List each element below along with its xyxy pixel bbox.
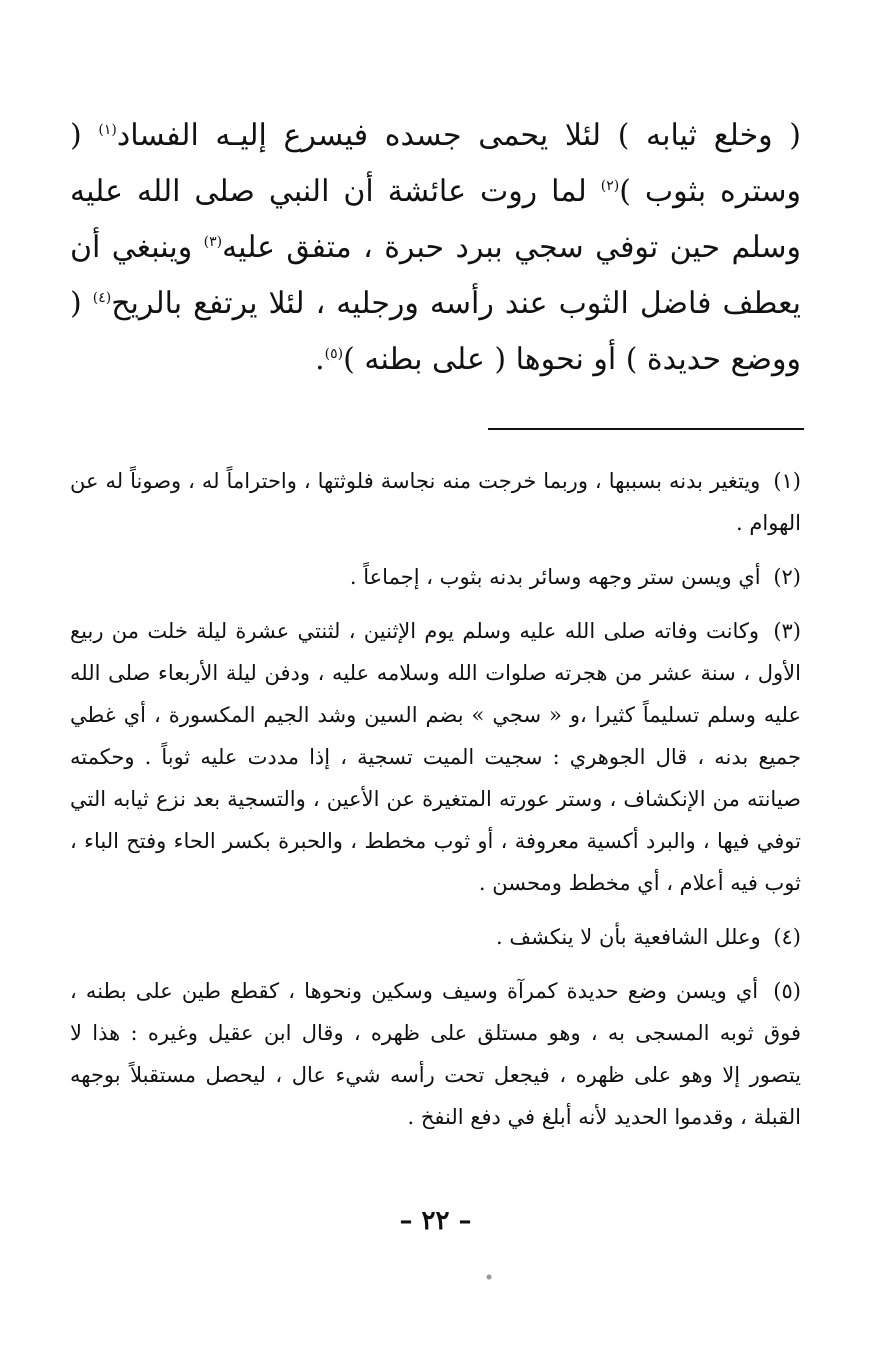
footnote-divider: [488, 428, 804, 430]
footnote-number: (٤): [773, 925, 801, 949]
footnote-ref-1[interactable]: (١): [98, 122, 117, 138]
page-number: – ٢٢ –: [399, 1206, 472, 1236]
footnote-ref-4[interactable]: (٤): [92, 290, 112, 306]
main-line-3b: وينبغي أن يعطف فاضل الثوب عند رأسه ورجليه ، لئلا يرتفع بالريح: [70, 230, 801, 321]
footnote-2: [70, 556, 801, 598]
footnote-number: (٢): [773, 565, 801, 589]
main-line-2a: ( وستره بثوب ): [70, 118, 801, 209]
main-text: [70, 108, 801, 388]
footnote-number: (١): [773, 469, 801, 493]
main-line-4a: ( ووضع حديدة ) أو نحوها ( على بطنه ): [70, 286, 801, 377]
footnote-text: أي ويسن وضع حديدة كمرآة وسيف وسكين ونحوها ، كقطع طين على بطنه ، فوق ثوبه المسجى به ، وهو مستلق على ظهره ، وقال ابن عقيل وغيره : هذا لا يتصور إلا وهو على ظهره ، فيجعل تحت رأسه شيء عال ، ليحصل مستقبلاً بوجهه القبلة ، وقدموا الحديد لأنه أبلغ في دفع النفخ .: [70, 979, 801, 1129]
ink-speck: [482, 1270, 496, 1284]
footnote-ref-2[interactable]: (٢): [600, 178, 620, 194]
footnote-number: (٣): [773, 619, 801, 643]
main-line-1: ( وخلع ثيابه ) لئلا يحمى جسده فيسرع إليـه الفساد: [116, 118, 801, 153]
footnote-3: [70, 610, 801, 904]
main-line-2b: لما روت عائشة أن النبي صلى الله عليه وسلم حين توفي سجي ببرد حبرة ، متفق عليه: [70, 174, 801, 265]
footnote-text: وعلل الشافعية بأن لا ينكشف .: [496, 925, 761, 949]
footnote-ref-5[interactable]: (٥): [324, 346, 344, 362]
footnote-text: وكانت وفاته صلى الله عليه وسلم يوم الإثنين ، لثنتي عشرة ليلة خلت من ربيع الأول ، سنة عشر من هجرته صلوات الله وسلامه عليه ، ودفن ليلة الأربعاء صلى الله عليه وسلم تسليماً كثيرا ،و « سجي » بضم السين وشد الجيم المكسورة ، أي غطي جميع بدنه ، قال الجوهري : سجيت الميت تسجية ، إذا مددت عليه ثوباً . وحكمته صيانته من الإنكشاف ، وستر عورته المتغيرة عن الأعين ، والتسجية بعد نزع ثيابه التي توفي فيها ، والبرد أكسية معروفة ، أو ثوب مخطط ، والحبرة بكسر الحاء وفتح الباء ، ثوب فيه أعلام ، أي مخطط ومحسن .: [70, 619, 801, 895]
main-line-4b: .: [315, 342, 325, 377]
footnote-5: [70, 970, 801, 1138]
main-paragraph: [70, 108, 801, 388]
footnote-4: [70, 916, 801, 958]
footnote-ref-3[interactable]: (٣): [203, 234, 223, 250]
footnote-number: (٥): [773, 979, 801, 1003]
footnote-text: أي ويسن ستر وجهه وسائر بدنه بثوب ، إجماعاً .: [349, 565, 761, 589]
footnote-1: [70, 460, 801, 544]
footnotes: [70, 460, 801, 1150]
footnote-text: ويتغير بدنه بسببها ، وربما خرجت منه نجاسة فلوثتها ، واحتراماً له ، وصوناً له عن الهوام .: [70, 469, 801, 535]
